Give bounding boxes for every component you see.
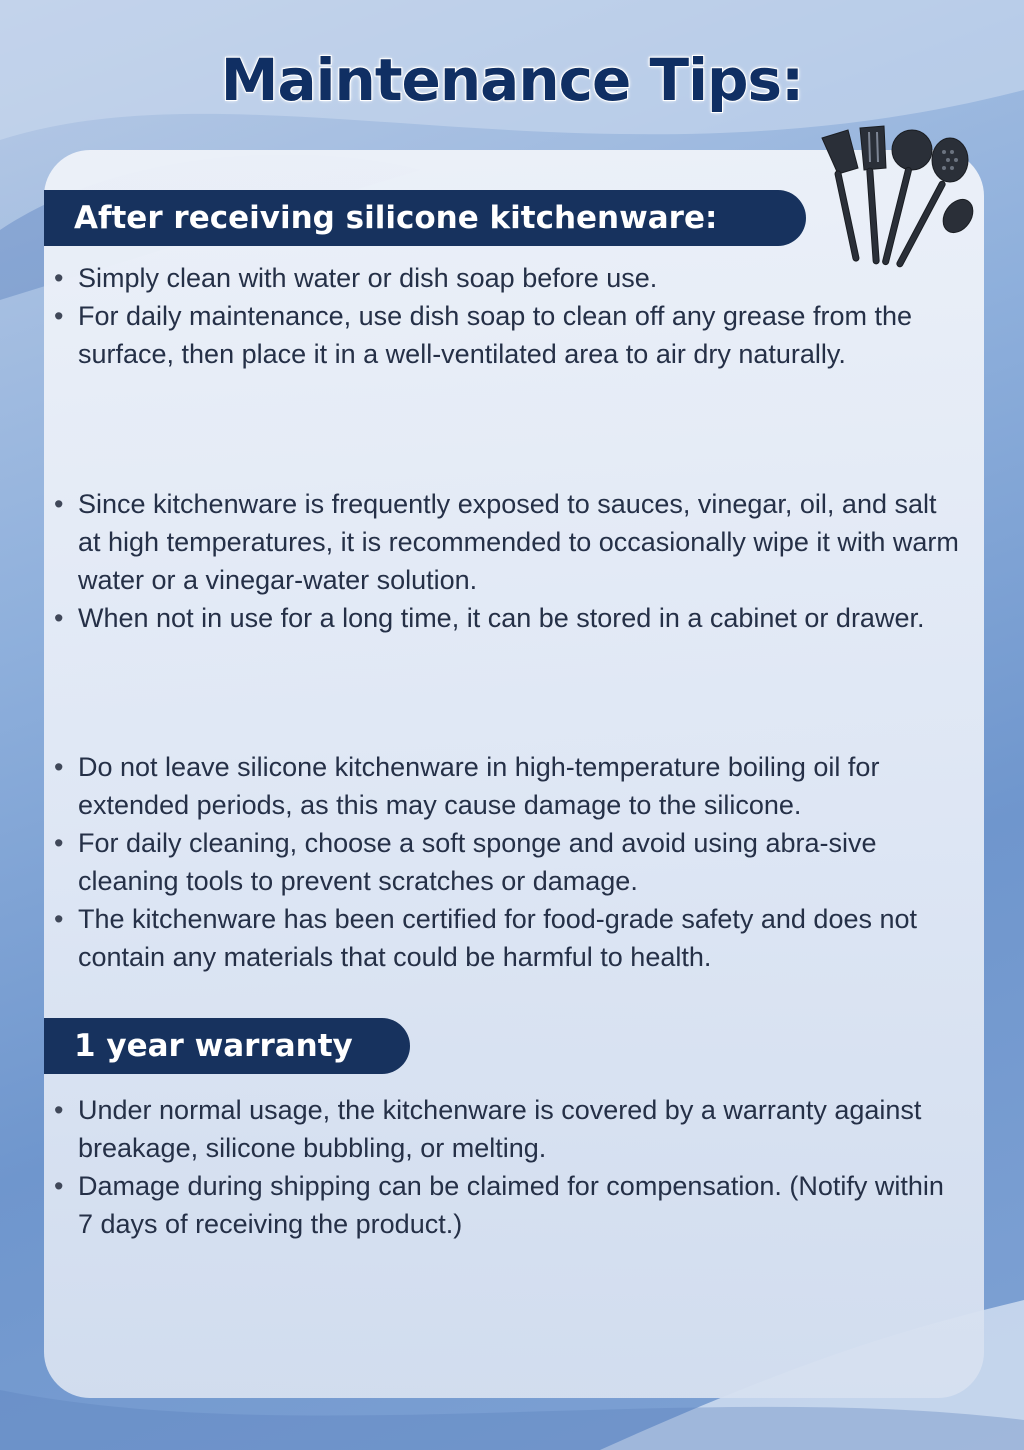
- section-heading-after-receiving: After receiving silicone kitchenware:: [44, 190, 806, 246]
- tips-list-warranty: [52, 1091, 962, 1243]
- list-item: • Do not leave silicone kitchenware in high-temperature boiling oil for extended periods, as this may cause damage to the silicone.: [52, 748, 962, 824]
- list-item: • Under normal usage, the kitchenware is covered by a warranty against breakage, silicone bubbling, or melting.: [52, 1091, 962, 1167]
- list-item: • Damage during shipping can be claimed for compensation. (Notify within 7 days of receiving the product.): [52, 1167, 962, 1243]
- list-item: • The kitchenware has been certified for food-grade safety and does not contain any materials that could be harmful to health.: [52, 900, 962, 976]
- list-item: • For daily cleaning, choose a soft sponge and avoid using abra-sive cleaning tools to prevent scratches or damage.: [52, 824, 962, 900]
- tips-list-cleaning: [52, 259, 962, 373]
- tips-list-cautions: [52, 748, 962, 976]
- list-item: • For daily maintenance, use dish soap to clean off any grease from the surface, then place it in a well-ventilated area to air dry naturally.: [52, 297, 962, 373]
- tips-list-storage: [52, 485, 962, 637]
- kitchen-utensils-icon: [814, 120, 974, 280]
- list-item: • Simply clean with water or dish soap before use.: [52, 259, 962, 297]
- list-item: • When not in use for a long time, it can be stored in a cabinet or drawer.: [52, 599, 962, 637]
- section-heading-warranty: 1 year warranty: [44, 1018, 410, 1074]
- page-title: Maintenance Tips:: [220, 46, 804, 114]
- list-item: • Since kitchenware is frequently exposed to sauces, vinegar, oil, and salt at high temperatures, it is recommended to occasionally wipe it with warm water or a vinegar-water solution.: [52, 485, 962, 599]
